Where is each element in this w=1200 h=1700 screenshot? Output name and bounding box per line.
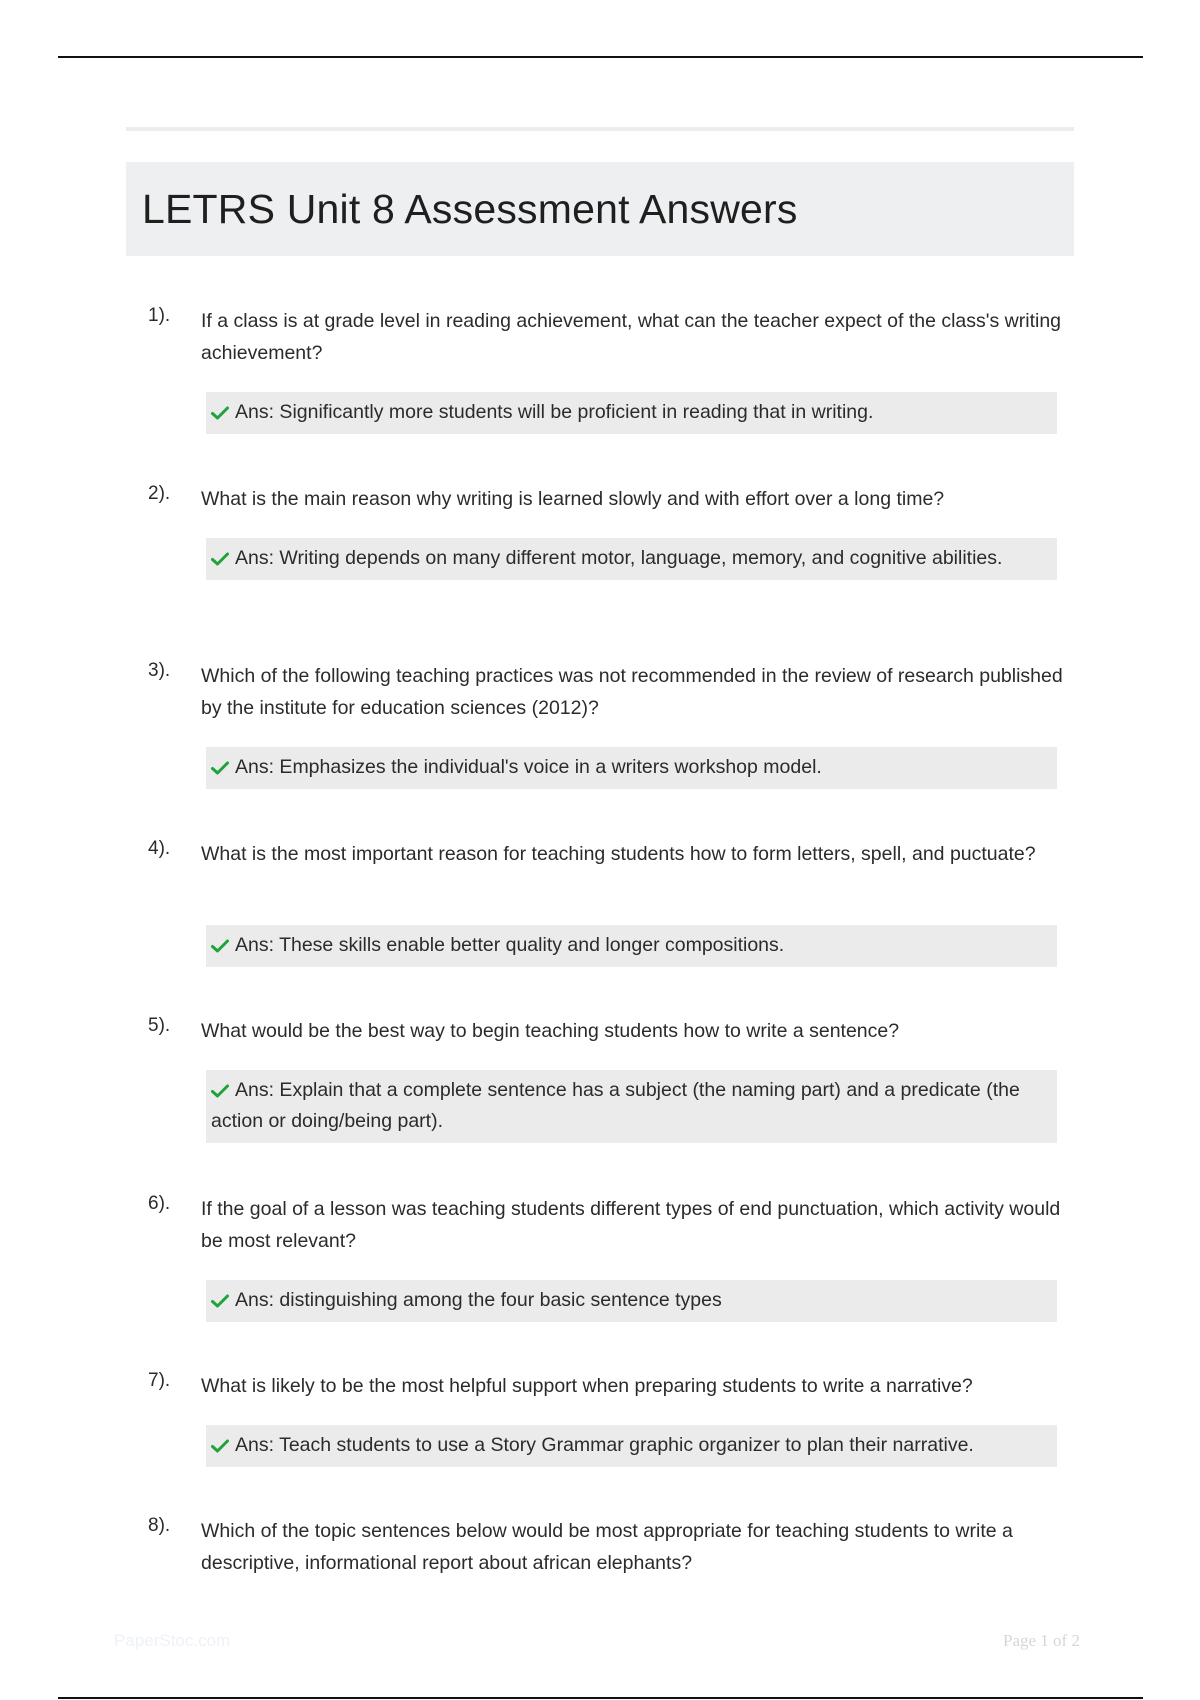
answer-text: Ans: Emphasizes the individual's voice in a writers workshop model.: [235, 756, 822, 778]
answer-box: [206, 747, 1057, 789]
answer-text: Ans: These skills enable better quality and longer compositions.: [235, 934, 785, 956]
page-title: LETRS Unit 8 Assessment Answers: [142, 185, 798, 232]
question-text: If a class is at grade level in reading achievement, what can the teacher expect of the class's writing achievement?: [201, 310, 1062, 364]
answer-text: Ans: Significantly more students will be proficient in reading that in writing.: [235, 401, 874, 423]
question-text: Which of the topic sentences below would be most appropriate for teaching students to write a descriptive, informational report about african elephants?: [201, 1520, 1013, 1574]
bottom-rule: [58, 1697, 1143, 1699]
page-number: Page 1 of 2: [1003, 1631, 1080, 1650]
answer-text: Ans: Teach students to use a Story Grammar graphic organizer to plan their narrative.: [235, 1434, 974, 1456]
check-icon: [211, 939, 229, 953]
title-banner: [126, 162, 1074, 256]
check-icon: [211, 1084, 229, 1098]
question-number: 1).: [148, 305, 171, 326]
answer-box: [206, 392, 1057, 434]
question-text: Which of the following teaching practices was not recommended in the review of research published by the institute for education sciences (2012)?: [201, 665, 1063, 719]
question-number: 6).: [148, 1193, 171, 1214]
answer-box: [206, 925, 1057, 967]
question-text: What is the most important reason for teaching students how to form letters, spell, and puctuate?: [201, 843, 1036, 865]
question-text: If the goal of a lesson was teaching students different types of end punctuation, which activity would be most relevant?: [201, 1198, 1061, 1252]
check-icon: [211, 406, 229, 420]
top-rule: [58, 56, 1143, 58]
answer-text: Ans: Writing depends on many different motor, language, memory, and cognitive abilities.: [235, 547, 1003, 569]
header-divider: [126, 127, 1074, 131]
question-number: 2).: [148, 483, 171, 504]
question-number: 8).: [148, 1515, 171, 1536]
check-icon: [211, 761, 229, 775]
question-number: 3).: [148, 660, 171, 681]
check-icon: [211, 552, 229, 566]
watermark: PaperStoc.com: [114, 1631, 231, 1650]
question-number: 5).: [148, 1015, 171, 1036]
question-text: What would be the best way to begin teaching students how to write a sentence?: [201, 1020, 900, 1042]
answer-text: Ans: Explain that a complete sentence has a subject (the naming part) and a predicate (the action or doing/being part).: [211, 1079, 1020, 1132]
answer-box: [206, 538, 1057, 580]
check-icon: [211, 1439, 229, 1453]
answer-text: Ans: distinguishing among the four basic sentence types: [235, 1289, 722, 1311]
answer-box: [206, 1070, 1057, 1143]
question-text: What is likely to be the most helpful support when preparing students to write a narrative?: [201, 1375, 973, 1397]
question-number: 7).: [148, 1370, 171, 1391]
question-text: What is the main reason why writing is learned slowly and with effort over a long time?: [201, 488, 945, 510]
question-number: 4).: [148, 838, 171, 859]
answer-box: [206, 1280, 1057, 1322]
check-icon: [211, 1294, 229, 1308]
answer-box: [206, 1425, 1057, 1467]
